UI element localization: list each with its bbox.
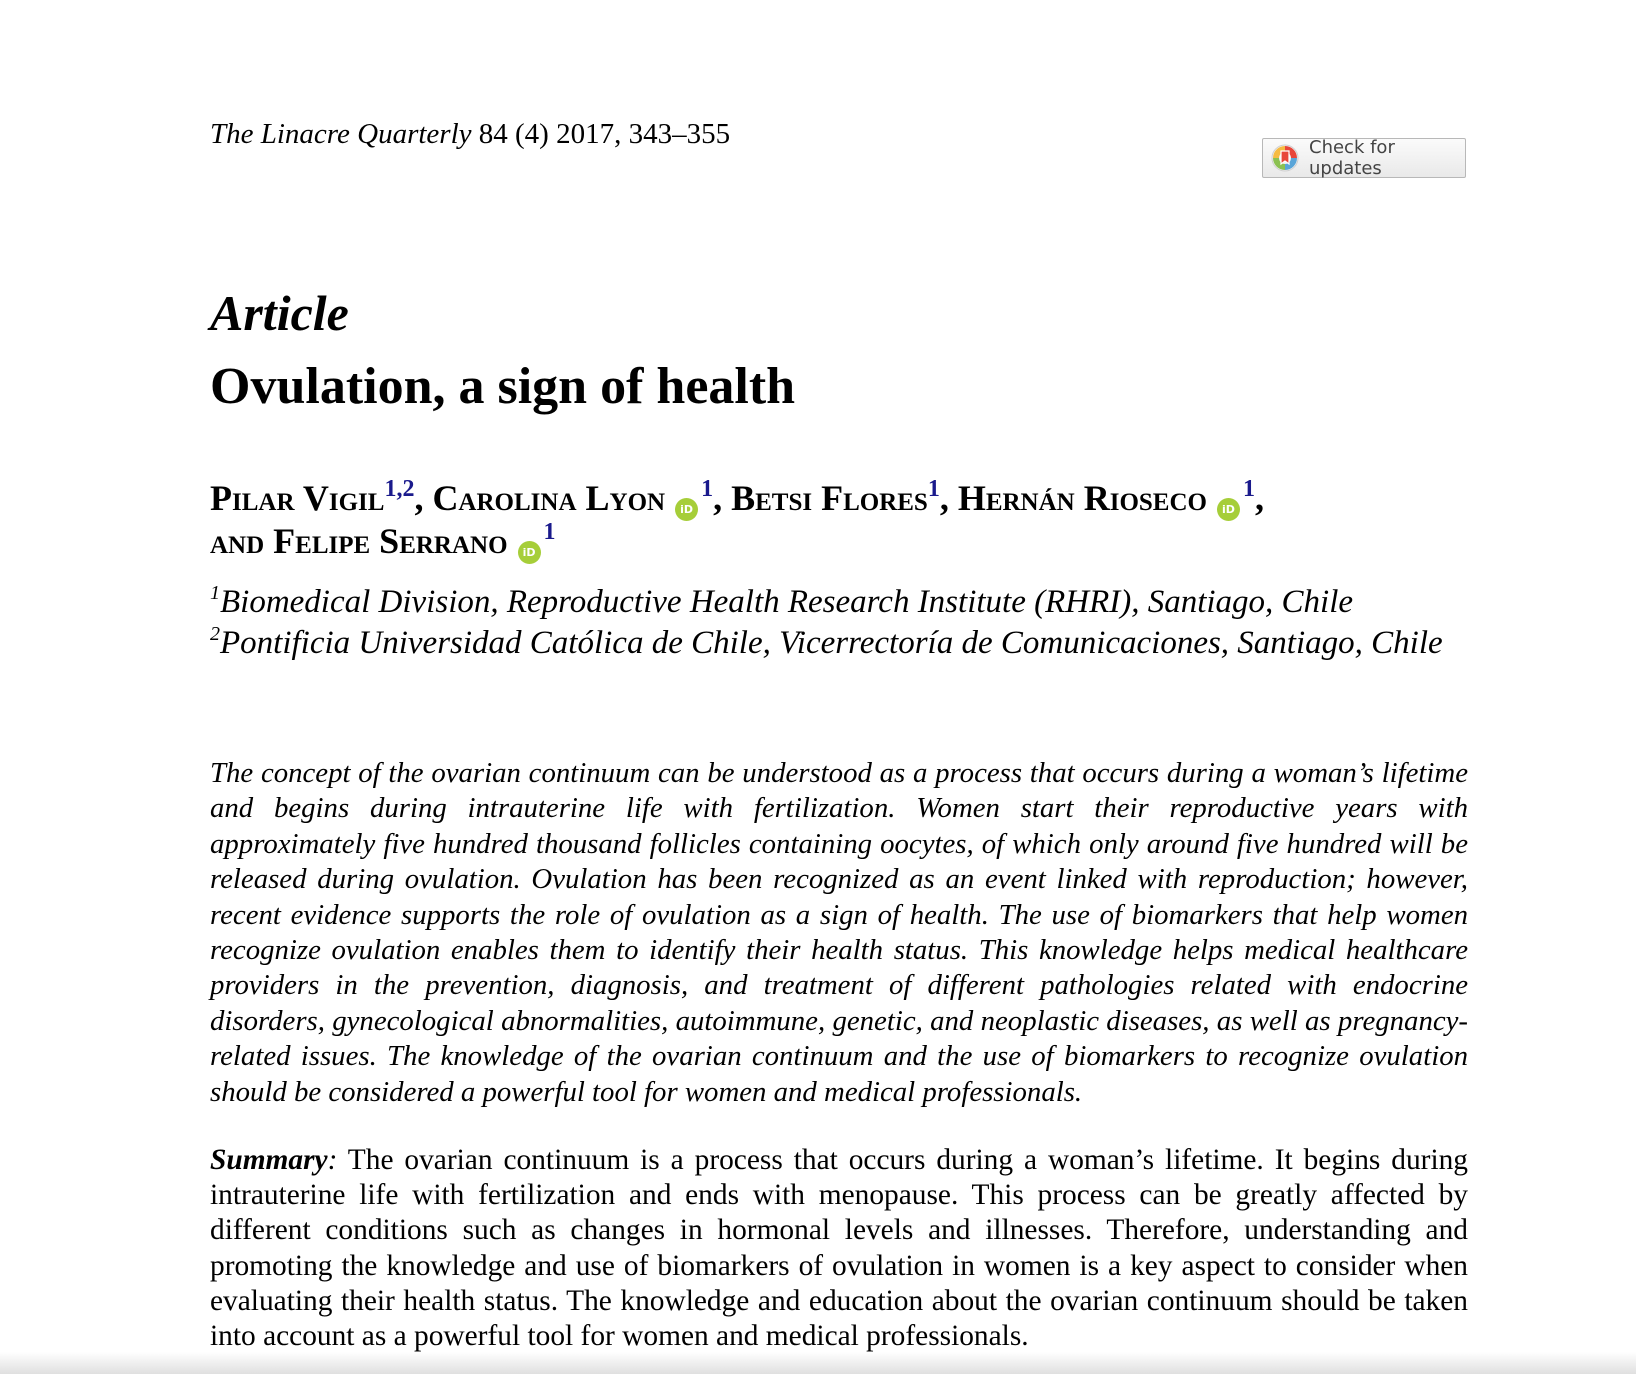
summary-paragraph: Summary: The ovarian continuum is a process that occurs during a woman’s lifetime. It begins during intrauterine life with fertilization and ends with menopause. This process can be greatly affected by different conditions such as changes in hormonal levels and illnesses. Therefore, understanding and promoting the knowledge and use of biomarkers of ovulation in women is a key aspect to consider when evaluating their health status. The knowledge and education about the ovarian continuum should be taken into account as a powerful tool for women and medical professionals. xyxy=(210,1144,1468,1353)
orcid-icon[interactable]: iD xyxy=(675,498,698,521)
author-name: Betsi Flores xyxy=(731,478,928,518)
orcid-icon[interactable]: iD xyxy=(518,541,541,564)
author-affiliation-ref: 1 xyxy=(1242,476,1255,502)
author-line-1: Pilar Vigil$^{1,2}$, Carolina Lyon $iD^1$, Betsi Flores$^1$, Hernán Rioseco $iD^1$, xyxy=(210,478,1470,521)
author-line-2 xyxy=(210,521,1470,564)
affiliation-text: Pontificia Universidad Católica de Chile, Vicerrectoría de Comunicaciones, Santiago, Chile xyxy=(220,625,1443,661)
author-name: Hernán Rioseco xyxy=(957,478,1207,518)
summary-text: The ovarian continuum is a process that occurs during a woman’s lifetime. It begins during intrauterine life with fertilization and ends with menopause. This process can be greatly affected by different conditions such as changes in hormonal levels and illnesses. Therefore, understanding and promoting the knowledge and use of biomarkers of ovulation in women is a key aspect to consider when evaluating their health status. The knowledge and education about the ovarian continuum should be taken into account as a powerful tool for women and medical professionals. xyxy=(210,1144,1468,1353)
journal-citation xyxy=(210,117,730,151)
affiliations xyxy=(210,582,1510,664)
abstract-paragraph: The concept of the ovarian continuum can be understood as a process that occurs during a woman’s lifetime and begins during intrauterine life with fertilization. Women start their reproductive years with approximately five hundred thousand follicles containing oocytes, of which only around five hundred will be released during ovulation. Ovulation has been recognized as an event linked with reproduction; however, recent evidence supports the role of ovulation as a sign of health. The use of biomarkers that help women recognize ovulation enables them to identify their health status. This knowledge helps medical healthcare providers in the prevention, diagnosis, and treatment of different pathologies related with endocrine disorders, gynecological abnormalities, autoimmune, genetic, and neoplastic diseases, as well as pregnancy-related issues. The knowledge of the ovarian continuum and the use of biomarkers to recognize ovulation should be considered a powerful tool for women and medical professionals. xyxy=(210,757,1468,1108)
author-name: Carolina Lyon xyxy=(432,478,666,518)
page-bottom-edge xyxy=(0,1352,1636,1374)
summary-label: Summary xyxy=(210,1144,328,1176)
author-affiliation-ref: 1 xyxy=(927,476,940,502)
affiliation-text: Biomedical Division, Reproductive Health Research Institute (RHRI), Santiago, Chile xyxy=(220,584,1354,620)
crossmark-icon xyxy=(1271,144,1299,172)
author-affiliation-ref: 1 xyxy=(543,519,556,545)
article-title: Ovulation, a sign of health xyxy=(210,358,796,415)
journal-volume-pages: 84 (4) 2017, 343–355 xyxy=(478,118,731,150)
affiliation-number: 1 xyxy=(210,582,220,604)
author-name: and Felipe Serrano xyxy=(210,521,508,561)
affiliation-2 xyxy=(210,623,1510,664)
author-name: Pilar Vigil xyxy=(210,478,385,518)
article-type: Article xyxy=(210,285,349,341)
check-for-updates-button[interactable] xyxy=(1262,138,1466,178)
author-affiliation-ref: 1 xyxy=(701,476,714,502)
author-affiliation-ref: 1,2 xyxy=(384,476,415,502)
check-for-updates-label: Check for updates xyxy=(1309,137,1395,179)
journal-name: The Linacre Quarterly xyxy=(210,118,472,150)
author-list xyxy=(210,478,1470,564)
affiliation-number: 2 xyxy=(210,623,220,645)
affiliation-1 xyxy=(210,582,1510,623)
orcid-icon[interactable]: iD xyxy=(1217,498,1240,521)
